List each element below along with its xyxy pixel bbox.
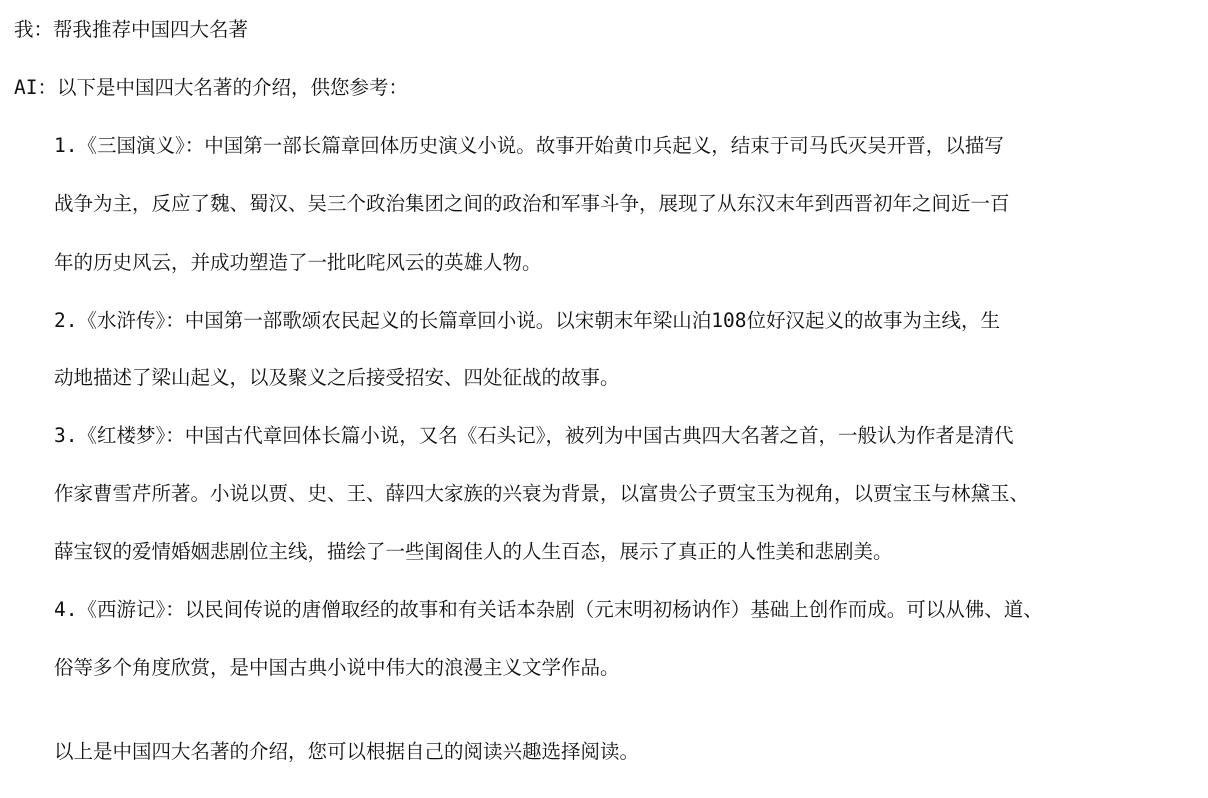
list-item-line: 年的历史风云，并成功塑造了一批叱咤风云的英雄人物。	[54, 251, 542, 274]
list-item-line: 俗等多个角度欣赏，是中国古典小说中伟大的浪漫主义文学作品。	[54, 656, 620, 679]
list-item-line: 薛宝钗的爱情婚姻悲剧位主线，描绘了一些闺阁佳人的人生百态，展示了真正的人性美和悲剧美。	[54, 540, 893, 563]
ai-message-intro	[14, 76, 408, 100]
list-item-line: 3.《红楼梦》：中国古代章回体长篇小说，又名《石头记》，被列为中国古典四大名著之首，一般认为作者是清代	[54, 424, 1014, 447]
ai-closing-text: 以上是中国四大名著的介绍，您可以根据自己的阅读兴趣选择阅读。	[54, 740, 640, 763]
ai-speaker-label: AI	[14, 76, 38, 99]
list-item-line: 作家曹雪芹所著。小说以贾、史、王、薛四大家族的兴衰为背景，以富贵公子贾宝玉为视角，以贾宝玉与林黛玉、	[54, 482, 1030, 505]
user-message-text: 帮我推荐中国四大名著	[53, 18, 249, 41]
list-item-line: 战争为主，反应了魏、蜀汉、吴三个政治集团之间的政治和军事斗争，展现了从东汉末年到西晋初年之间近一百	[54, 192, 1010, 215]
list-item-line: 1.《三国演义》：中国第一部长篇章回体历史演义小说。故事开始黄巾兵起义，结束于司马氏灭吴开晋，以描写	[54, 134, 1004, 157]
list-item-line: 动地描述了梁山起义，以及聚义之后接受招安、四处征战的故事。	[54, 366, 620, 389]
list-item-line: 4.《西游记》：以民间传说的唐僧取经的故事和有关话本杂剧（元末明初杨讷作）基础上创作而成。可以从佛、道、	[54, 598, 1043, 621]
ai-separator: ：	[37, 76, 57, 99]
ai-intro-text: 以下是中国四大名著的介绍，供您参考：	[57, 76, 409, 99]
user-speaker-label: 我	[14, 18, 34, 41]
user-message	[14, 18, 248, 42]
user-separator: ：	[33, 18, 54, 41]
list-item-line: 2.《水浒传》：中国第一部歌颂农民起义的长篇章回小说。以宋朝末年梁山泊108位好汉起义的故事为主线，生	[54, 309, 1000, 332]
